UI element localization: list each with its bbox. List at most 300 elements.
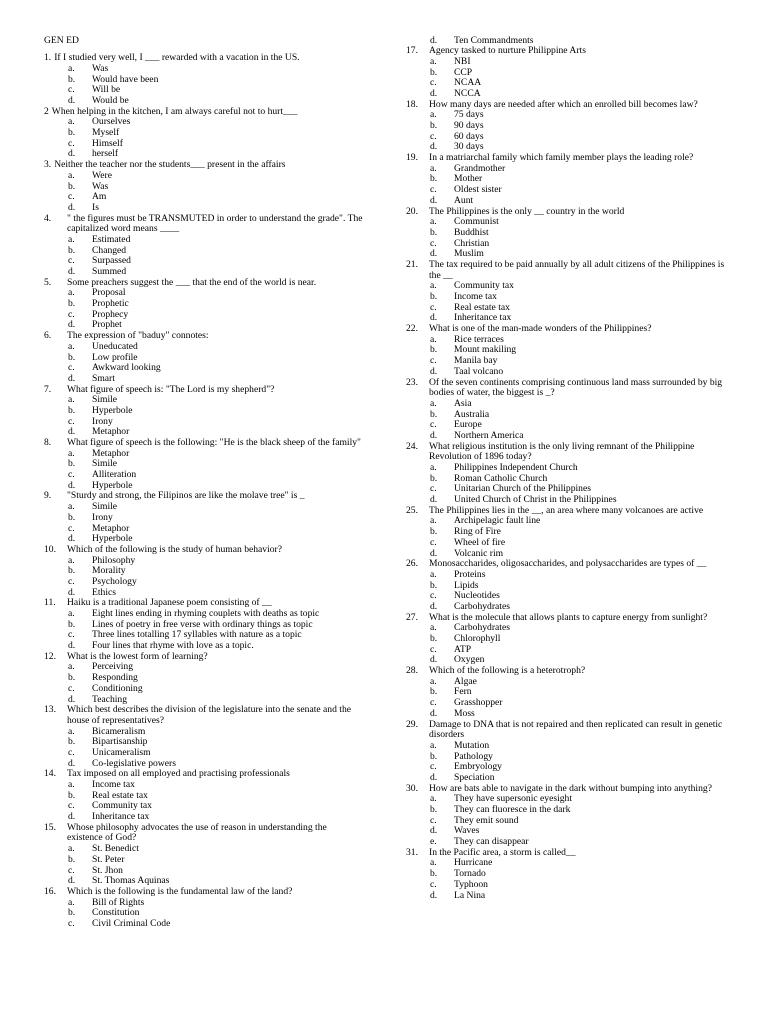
answer-option bbox=[44, 342, 364, 353]
option-text: Grasshopper bbox=[454, 697, 503, 709]
answer-option bbox=[406, 709, 728, 720]
question-number: 7. bbox=[44, 383, 52, 395]
option-letter: b. bbox=[68, 180, 76, 192]
option-text: Bill of Rights bbox=[92, 896, 145, 908]
option-letter: a. bbox=[68, 340, 75, 352]
option-text: Inheritance tax bbox=[454, 312, 512, 324]
option-letter: a. bbox=[68, 725, 75, 737]
question-item bbox=[44, 491, 364, 544]
question-text: The Philippines is the only __ country in the world bbox=[429, 205, 625, 217]
option-text: Waves bbox=[454, 825, 480, 837]
option-text: Perceiving bbox=[92, 661, 134, 673]
option-letter: d. bbox=[430, 429, 438, 441]
option-text: Hurricane bbox=[454, 857, 493, 869]
option-letter: b. bbox=[68, 618, 76, 630]
option-text: Australia bbox=[454, 408, 490, 420]
answer-option bbox=[44, 374, 364, 385]
option-text: Asia bbox=[454, 397, 472, 409]
option-text: Awkward looking bbox=[92, 362, 161, 374]
option-letter: a. bbox=[68, 169, 75, 181]
option-text: Income tax bbox=[454, 291, 497, 302]
option-letter: a. bbox=[68, 896, 75, 908]
option-text: Am bbox=[92, 191, 107, 203]
option-text: Constitution bbox=[92, 907, 140, 919]
option-text: They have supersonic eyesight bbox=[454, 793, 573, 805]
option-letter: d. bbox=[430, 141, 438, 153]
option-letter: a. bbox=[430, 793, 437, 805]
option-text: Irony bbox=[92, 511, 113, 523]
option-text: Community tax bbox=[454, 280, 514, 292]
option-letter: a. bbox=[68, 608, 75, 620]
question-text: Which of the following is the study of human behavior? bbox=[67, 543, 283, 555]
question-text: What is one of the man-made wonders of the Philippines? bbox=[429, 323, 652, 335]
option-text: Volcanic rim bbox=[454, 547, 504, 559]
answer-option bbox=[406, 891, 728, 902]
option-letter: d. bbox=[430, 825, 438, 837]
option-letter: b. bbox=[430, 291, 438, 302]
option-text: Lines of poetry in free verse with ordinary things as topic bbox=[92, 618, 313, 630]
option-text: Mother bbox=[454, 173, 483, 185]
option-letter: d. bbox=[430, 34, 438, 46]
option-text: Alliteration bbox=[92, 469, 137, 481]
option-text: Was bbox=[92, 180, 109, 192]
question-text: "Sturdy and strong, the Filipinos are like the molave tree" is _ bbox=[67, 490, 305, 502]
answer-option bbox=[406, 196, 728, 207]
option-text: Ourselves bbox=[92, 116, 131, 128]
option-text: Prophecy bbox=[92, 308, 129, 320]
option-letter: a. bbox=[430, 739, 437, 751]
option-text: Algae bbox=[454, 675, 477, 687]
question-text: Tax imposed on all employed and practising professionals bbox=[67, 768, 290, 780]
question-item bbox=[44, 598, 364, 651]
question-number: 31. bbox=[406, 846, 418, 858]
question-number: 22. bbox=[406, 323, 418, 335]
option-letter: d. bbox=[68, 95, 76, 107]
option-text: Community tax bbox=[92, 800, 152, 812]
option-letter: c. bbox=[68, 84, 75, 96]
question-item bbox=[44, 53, 364, 106]
question-item bbox=[44, 278, 364, 331]
option-letter: b. bbox=[430, 868, 438, 880]
option-letter: d. bbox=[68, 201, 76, 213]
option-text: Low profile bbox=[92, 351, 138, 363]
option-text: Inheritance tax bbox=[92, 811, 150, 823]
option-letter: d. bbox=[68, 372, 76, 384]
question-stem bbox=[44, 214, 364, 235]
question-number: 11. bbox=[44, 597, 56, 609]
option-letter: b. bbox=[430, 344, 438, 356]
option-letter: c. bbox=[68, 629, 75, 641]
option-letter: a. bbox=[430, 397, 437, 409]
question-number: 10. bbox=[44, 543, 56, 555]
option-letter: d. bbox=[68, 148, 76, 160]
question-text: The expression of "baduy" connotes: bbox=[67, 330, 209, 342]
option-text: ATP bbox=[454, 643, 472, 655]
option-text: Ethics bbox=[92, 586, 116, 598]
option-text: NCCA bbox=[454, 87, 481, 99]
option-letter: c. bbox=[68, 522, 75, 534]
option-text: Morality bbox=[92, 565, 126, 577]
option-letter: c. bbox=[68, 308, 75, 320]
question-text: In the Pacific area, a storm is called__ bbox=[429, 846, 576, 858]
option-text: Oldest sister bbox=[454, 184, 502, 196]
question-text: Neither the teacher nor the students___ present in the affairs bbox=[54, 159, 286, 171]
question-text: The tax required to be paid annually by all adult citizens of the Philippines is the __ bbox=[429, 258, 725, 281]
option-text: Chlorophyll bbox=[454, 633, 501, 644]
option-text: Ten Commandments bbox=[454, 34, 534, 46]
option-letter: b. bbox=[430, 408, 438, 420]
option-text: Were bbox=[92, 169, 112, 181]
question-item bbox=[406, 378, 728, 442]
question-number: 12. bbox=[44, 650, 56, 662]
option-text: 60 days bbox=[454, 130, 484, 142]
option-text: Myself bbox=[92, 127, 120, 139]
question-number: 6. bbox=[44, 330, 52, 342]
option-text: 75 days bbox=[454, 109, 484, 121]
option-letter: a. bbox=[430, 162, 437, 174]
answer-option bbox=[44, 855, 364, 866]
option-text: Prophet bbox=[92, 319, 122, 331]
option-letter: c. bbox=[68, 746, 75, 758]
option-letter: c. bbox=[68, 255, 75, 267]
option-text: Four lines that rhyme with love as a topic. bbox=[92, 640, 254, 652]
option-text: Mutation bbox=[454, 739, 490, 751]
option-text: Metaphor bbox=[92, 447, 130, 459]
question-item bbox=[44, 438, 364, 491]
question-item bbox=[406, 100, 728, 153]
option-letter: b. bbox=[430, 750, 438, 762]
option-text: Hyperbole bbox=[92, 404, 133, 416]
question-item bbox=[44, 107, 364, 160]
option-letter: a. bbox=[68, 394, 75, 406]
question-number: 16. bbox=[44, 885, 56, 897]
option-text: Proteins bbox=[454, 568, 486, 580]
option-letter: a. bbox=[68, 233, 75, 245]
option-letter: d. bbox=[68, 811, 76, 823]
question-text: " the figures must be TRANSMUTED in order to understand the grade". The capitalized word means ____ bbox=[67, 212, 363, 235]
option-letter: d. bbox=[430, 365, 438, 377]
question-item bbox=[44, 823, 364, 887]
question-text: The Philippines lies in the __, an area where many volcanoes are active bbox=[429, 504, 704, 516]
option-text: NCAA bbox=[454, 77, 482, 89]
option-text: 30 days bbox=[454, 141, 484, 153]
option-letter: d. bbox=[430, 889, 438, 901]
question-stem bbox=[406, 378, 728, 399]
option-text: Metaphor bbox=[92, 522, 130, 534]
option-text: Co-legislative powers bbox=[92, 757, 176, 769]
question-text: Whose philosophy advocates the use of reason in understanding the existence of God? bbox=[67, 821, 327, 844]
option-letter: c. bbox=[68, 864, 75, 876]
option-text: Moss bbox=[454, 707, 475, 719]
option-text: Typhoon bbox=[454, 878, 488, 890]
question-text: Monosaccharides, oligosaccharides, and polysaccharides are types of __ bbox=[429, 558, 707, 570]
question-text: Which of the following is a heterotroph? bbox=[429, 665, 586, 677]
option-letter: a. bbox=[430, 515, 437, 527]
option-letter: b. bbox=[430, 579, 438, 591]
option-text: Tornado bbox=[454, 868, 486, 880]
question-item bbox=[44, 214, 364, 278]
option-letter: c. bbox=[68, 575, 75, 587]
option-text: CCP bbox=[454, 66, 473, 78]
question-text: What is the lowest form of learning? bbox=[67, 650, 208, 662]
option-text: They emit sound bbox=[454, 814, 519, 826]
option-text: Philosophy bbox=[92, 554, 136, 566]
option-letter: b. bbox=[430, 686, 438, 698]
option-text: Conditioning bbox=[92, 682, 143, 694]
option-letter: c. bbox=[430, 536, 437, 548]
answer-option bbox=[406, 570, 728, 581]
question-item bbox=[44, 769, 364, 822]
question-text: How many days are needed after which an enrolled bill becomes law? bbox=[429, 98, 698, 110]
option-letter: d. bbox=[68, 426, 76, 438]
option-text: Will be bbox=[92, 84, 121, 96]
option-letter: b. bbox=[68, 853, 76, 865]
option-text: herself bbox=[92, 148, 119, 160]
question-text: How are bats able to navigate in the dark without bumping into anything? bbox=[429, 782, 712, 794]
question-item bbox=[406, 506, 728, 559]
option-text: Simile bbox=[92, 501, 118, 513]
answer-option bbox=[406, 228, 728, 239]
option-letter: c. bbox=[430, 301, 437, 313]
option-text: Summed bbox=[92, 266, 127, 278]
option-text: St. Thomas Aquinas bbox=[92, 875, 170, 887]
question-number: 24. bbox=[406, 440, 418, 452]
question-text: Of the seven continents comprising continuous land mass surrounded by big bodies of water, the biggest is _? bbox=[429, 376, 723, 399]
option-letter: b. bbox=[430, 120, 438, 131]
question-stem bbox=[406, 720, 728, 741]
option-text: Would have been bbox=[92, 73, 159, 85]
option-letter: c. bbox=[68, 800, 75, 812]
option-text: They can disappear bbox=[454, 836, 529, 848]
question-stem bbox=[44, 823, 364, 844]
question-number: 23. bbox=[406, 376, 418, 388]
option-letter: c. bbox=[68, 682, 75, 694]
question-item bbox=[406, 613, 728, 666]
option-text: Philippines Independent Church bbox=[454, 462, 578, 473]
option-letter: d. bbox=[430, 494, 438, 506]
option-letter: c. bbox=[430, 643, 437, 655]
question-stem bbox=[406, 442, 728, 463]
option-letter: b. bbox=[430, 66, 438, 78]
option-letter: b. bbox=[68, 458, 76, 470]
question-stem bbox=[44, 545, 364, 556]
option-letter: a. bbox=[430, 280, 437, 292]
option-text: St. Jhon bbox=[92, 864, 123, 876]
option-letter: c. bbox=[430, 761, 437, 773]
answer-option bbox=[406, 399, 728, 410]
question-stem bbox=[406, 260, 728, 281]
question-number: 2 bbox=[44, 105, 49, 117]
option-letter: d. bbox=[430, 771, 438, 783]
option-letter: b. bbox=[68, 789, 76, 801]
option-text: St. Benedict bbox=[92, 843, 139, 855]
option-letter: a. bbox=[430, 675, 437, 687]
option-letter: a. bbox=[68, 116, 75, 128]
option-text: Ring of Fire bbox=[454, 526, 501, 538]
answer-option bbox=[406, 880, 728, 891]
option-letter: a. bbox=[68, 287, 75, 299]
option-text: Archipelagic fault line bbox=[454, 515, 541, 527]
option-letter: c. bbox=[430, 355, 437, 367]
option-letter: d. bbox=[68, 875, 76, 887]
option-letter: b. bbox=[68, 565, 76, 577]
option-text: Communist bbox=[454, 216, 499, 228]
option-letter: c. bbox=[68, 137, 75, 149]
option-letter: c. bbox=[430, 483, 437, 495]
option-text: St. Peter bbox=[92, 853, 125, 865]
question-number: 18. bbox=[406, 98, 418, 110]
option-letter: b. bbox=[68, 127, 76, 139]
option-text: Metaphor bbox=[92, 426, 130, 438]
option-text: Smart bbox=[92, 372, 115, 384]
option-letter: a. bbox=[68, 554, 75, 566]
option-letter: c. bbox=[430, 878, 437, 890]
option-text: Unitarian Church of the Philippines bbox=[454, 483, 591, 495]
option-text: Nucleotides bbox=[454, 590, 500, 602]
answer-option bbox=[406, 741, 728, 752]
question-item bbox=[406, 666, 728, 719]
question-item bbox=[406, 153, 728, 206]
option-letter: a. bbox=[68, 779, 75, 791]
option-letter: d. bbox=[68, 266, 76, 278]
option-text: 90 days bbox=[454, 120, 484, 131]
question-number: 13. bbox=[44, 704, 56, 716]
option-letter: a. bbox=[68, 661, 75, 673]
option-text: Changed bbox=[92, 244, 127, 256]
option-text: Simile bbox=[92, 458, 118, 470]
question-stem bbox=[44, 887, 364, 898]
option-text: Simile bbox=[92, 394, 118, 406]
question-number: 19. bbox=[406, 152, 418, 164]
option-letter: a. bbox=[430, 216, 437, 228]
left-column bbox=[44, 0, 364, 930]
option-letter: c. bbox=[68, 191, 75, 203]
question-item bbox=[406, 784, 728, 848]
option-text: Manila bay bbox=[454, 355, 498, 367]
question-number: 3. bbox=[44, 159, 52, 171]
option-text: Northern America bbox=[454, 429, 524, 441]
question-item bbox=[44, 331, 364, 384]
option-letter: a. bbox=[430, 462, 437, 473]
option-text: NBI bbox=[454, 55, 471, 67]
option-letter: b. bbox=[430, 804, 438, 815]
question-item bbox=[406, 46, 728, 99]
question-number: 5. bbox=[44, 276, 52, 288]
answer-option bbox=[44, 684, 364, 695]
question-number: 26. bbox=[406, 558, 418, 570]
option-text: Mount makiling bbox=[454, 344, 517, 356]
option-letter: a. bbox=[68, 62, 75, 74]
question-item bbox=[44, 545, 364, 598]
question-number: 15. bbox=[44, 821, 56, 833]
option-letter: c. bbox=[430, 77, 437, 89]
option-text: Psychology bbox=[92, 575, 137, 587]
option-letter: c. bbox=[430, 697, 437, 709]
option-text: Rice terraces bbox=[454, 333, 504, 345]
question-text: What figure of speech is: "The Lord is my shepherd"? bbox=[67, 383, 275, 395]
option-letter: d. bbox=[68, 693, 76, 705]
question-number: 25. bbox=[406, 504, 418, 516]
question-item bbox=[406, 324, 728, 377]
option-letter: c. bbox=[430, 814, 437, 826]
option-text: Taal volcano bbox=[454, 365, 504, 377]
option-text: Hyperbole bbox=[92, 533, 133, 545]
option-text: Uneducated bbox=[92, 340, 138, 352]
option-letter: c. bbox=[430, 184, 437, 196]
question-number: 20. bbox=[406, 205, 418, 217]
question-item bbox=[406, 260, 728, 324]
option-text: La Nina bbox=[454, 889, 486, 901]
option-text: Oxygen bbox=[454, 654, 485, 666]
option-letter: b. bbox=[68, 511, 76, 523]
option-text: Income tax bbox=[92, 779, 135, 791]
option-text: Would be bbox=[92, 95, 129, 107]
option-letter: b. bbox=[430, 226, 438, 238]
option-letter: c. bbox=[430, 590, 437, 602]
question-text: What figure of speech is the following: "He is the black sheep of the family" bbox=[67, 437, 361, 449]
option-text: Wheel of fire bbox=[454, 536, 506, 548]
option-text: Hyperbole bbox=[92, 479, 133, 491]
option-text: Estimated bbox=[92, 233, 131, 245]
answer-option bbox=[44, 203, 364, 214]
option-text: Himself bbox=[92, 137, 123, 149]
question-item bbox=[44, 160, 364, 213]
question-number: 27. bbox=[406, 611, 418, 623]
answer-option bbox=[44, 171, 364, 182]
question-item bbox=[406, 720, 728, 784]
answer-option bbox=[406, 538, 728, 549]
option-letter: b. bbox=[68, 672, 76, 684]
option-letter: b. bbox=[68, 298, 76, 310]
question-number: 21. bbox=[406, 258, 418, 270]
option-text: Carbohydrates bbox=[454, 600, 510, 612]
option-letter: b. bbox=[430, 173, 438, 185]
question-text: Haiku is a traditional Japanese poem consisting of __ bbox=[67, 597, 272, 609]
question-item bbox=[406, 559, 728, 612]
option-text: United Church of Christ in the Philippines bbox=[454, 494, 617, 506]
question-text: When helping in the kitchen, I am always careful not to hurt___ bbox=[51, 105, 298, 117]
option-letter: a. bbox=[430, 622, 437, 634]
question-text: What religious institution is the only living remnant of the Philippine Revolution of 1896 today? bbox=[429, 440, 695, 463]
option-text: Proposal bbox=[92, 287, 126, 299]
option-letter: d. bbox=[68, 533, 76, 545]
option-letter: d. bbox=[68, 757, 76, 769]
option-letter: b. bbox=[68, 907, 76, 919]
option-letter: d. bbox=[430, 547, 438, 559]
question-number: 28. bbox=[406, 665, 418, 677]
option-text: Unicameralism bbox=[92, 746, 151, 758]
option-text: Prophetic bbox=[92, 298, 129, 310]
question-text: What is the molecule that allows plants to capture energy from sunlight? bbox=[429, 611, 708, 623]
option-letter: c. bbox=[430, 130, 437, 142]
right-column bbox=[406, 0, 728, 901]
question-number: 29. bbox=[406, 718, 418, 730]
question-item bbox=[44, 705, 364, 769]
option-letter: d. bbox=[68, 586, 76, 598]
option-letter: d. bbox=[68, 479, 76, 491]
question-item bbox=[406, 207, 728, 260]
question-text: Damage to DNA that is not repaired and then replicated can result in genetic disorders bbox=[429, 718, 723, 741]
question-item bbox=[44, 385, 364, 438]
question-number: 4. bbox=[44, 212, 52, 224]
option-text: Carbohydrates bbox=[454, 622, 510, 634]
answer-option bbox=[406, 57, 728, 68]
option-letter: c. bbox=[68, 917, 75, 929]
option-text: Real estate tax bbox=[92, 789, 148, 801]
option-letter: d. bbox=[430, 87, 438, 99]
option-text: Teaching bbox=[92, 693, 128, 705]
option-text: Embryology bbox=[454, 761, 502, 773]
